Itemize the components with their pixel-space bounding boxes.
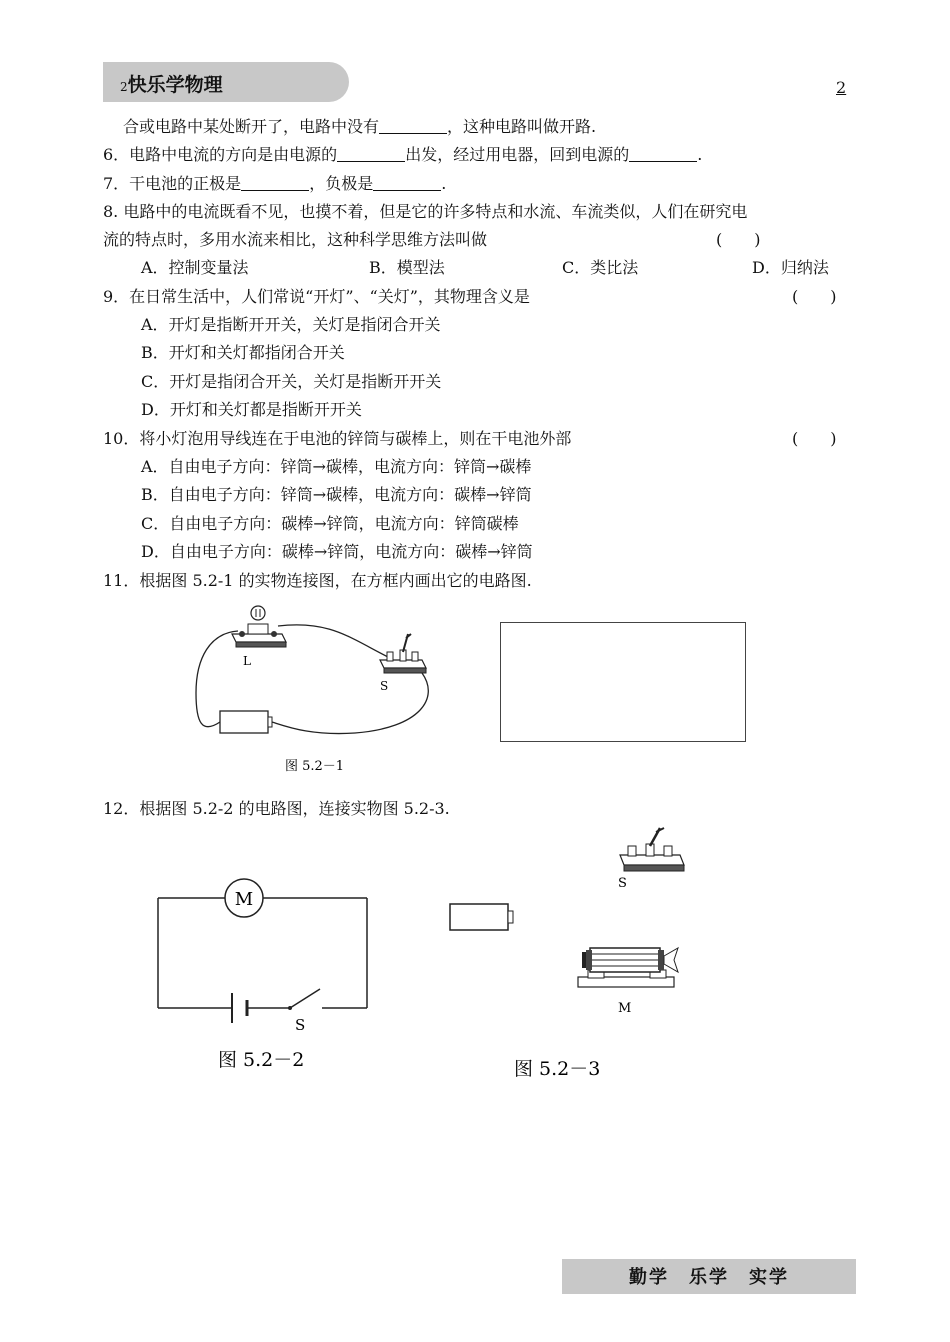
figure-5-2-2-caption: 图 5.2－2 bbox=[218, 1049, 305, 1071]
lamp-label: L bbox=[243, 654, 251, 668]
question-6: 6．电路中电流的方向是由电源的 出发，经过用电器，回到电源的 . bbox=[103, 145, 703, 164]
switch-label: S bbox=[380, 679, 389, 693]
question-9-option-b: B．开灯和关灯都指闭合开关 bbox=[141, 343, 345, 362]
question-9-option-a: A．开灯是指断开开关，关灯是指闭合开关 bbox=[141, 315, 441, 334]
header-title bbox=[120, 70, 223, 97]
figure-5-2-2 bbox=[150, 868, 380, 1078]
battery bbox=[450, 904, 513, 930]
question-8-line2: 流的特点时，多用水流来相比，这种科学思维方法叫做 bbox=[103, 230, 488, 249]
question-9-option-c: C．开灯是指闭合开关，关灯是指断开开关 bbox=[141, 372, 442, 391]
motor-label: M bbox=[234, 889, 254, 910]
question-8-option-a: A．控制变量法 bbox=[141, 258, 249, 277]
electric-motor bbox=[578, 948, 678, 987]
question-10: 10．将小灯泡用导线连在于电池的锌筒与碳棒上，则在干电池外部 bbox=[103, 429, 572, 448]
motor-label: M bbox=[618, 1001, 632, 1016]
question-9-option-d: D．开灯和关灯都是指断开开关 bbox=[141, 400, 362, 419]
header-title-text: 快乐学物理 bbox=[127, 74, 223, 96]
switch-label: S bbox=[295, 1016, 306, 1034]
answer-blank bbox=[629, 145, 697, 162]
question-9: 9．在日常生活中，人们常说“开灯”、“关灯”，其物理含义是 bbox=[103, 287, 530, 306]
question-12: 12．根据图 5.2-2 的电路图，连接实物图 5.2-3. bbox=[103, 799, 450, 818]
lamp-on-base bbox=[232, 606, 286, 647]
knife-switch bbox=[620, 828, 684, 871]
question-10-option-c: C．自由电子方向：碳棒→锌筒，电流方向：锌筒碳棒 bbox=[141, 514, 519, 533]
figure-5-2-1 bbox=[190, 598, 450, 780]
header-page-small: 2 bbox=[120, 80, 128, 94]
question-11: 11．根据图 5.2-1 的实物连接图，在方框内画出它的电路图. bbox=[103, 571, 532, 590]
question-8-paren: ( ) bbox=[716, 230, 761, 249]
figure-5-2-1-caption: 图 5.2－1 bbox=[285, 759, 345, 774]
knife-switch bbox=[380, 634, 426, 673]
question-8-option-c: C．类比法 bbox=[562, 258, 639, 277]
question-9-paren: ( ) bbox=[792, 287, 837, 306]
line-open-circuit: 合或电路中某处断开了，电路中没有 ，这种电路叫做开路. bbox=[123, 117, 597, 136]
battery bbox=[220, 711, 272, 733]
switch-symbol bbox=[290, 989, 320, 1008]
wire-top bbox=[278, 625, 390, 658]
question-10-paren: ( ) bbox=[792, 429, 837, 448]
answer-blank bbox=[337, 145, 405, 162]
question-7: 7．干电池的正极是 ，负极是 . bbox=[103, 174, 447, 193]
question-8-line1: 8. 电路中的电流既看不见，也摸不着，但是它的许多特点和水流、车流类似，人们在研究电 bbox=[103, 202, 748, 221]
footer-motto: 勤学 乐学 实学 bbox=[629, 1267, 789, 1288]
question-10-option-b: B．自由电子方向：锌筒→碳棒，电流方向：碳棒→锌筒 bbox=[141, 485, 532, 504]
switch-label: S bbox=[618, 876, 627, 891]
page-number: 2 bbox=[836, 78, 847, 97]
answer-drawing-box[interactable] bbox=[500, 622, 746, 742]
question-10-option-a: A．自由电子方向：锌筒→碳棒，电流方向：锌筒→碳棒 bbox=[141, 457, 532, 476]
question-8-option-b: B．模型法 bbox=[369, 258, 445, 277]
figure-5-2-3-caption: 图 5.2－3 bbox=[514, 1058, 601, 1080]
question-8-option-d: D．归纳法 bbox=[752, 258, 829, 277]
answer-blank bbox=[373, 174, 441, 191]
wire-right bbox=[272, 673, 428, 734]
answer-blank bbox=[379, 117, 447, 134]
answer-blank bbox=[241, 174, 309, 191]
figure-5-2-3 bbox=[440, 822, 700, 1087]
question-10-option-d: D．自由电子方向：碳棒→锌筒，电流方向：碳棒→锌筒 bbox=[141, 542, 533, 561]
